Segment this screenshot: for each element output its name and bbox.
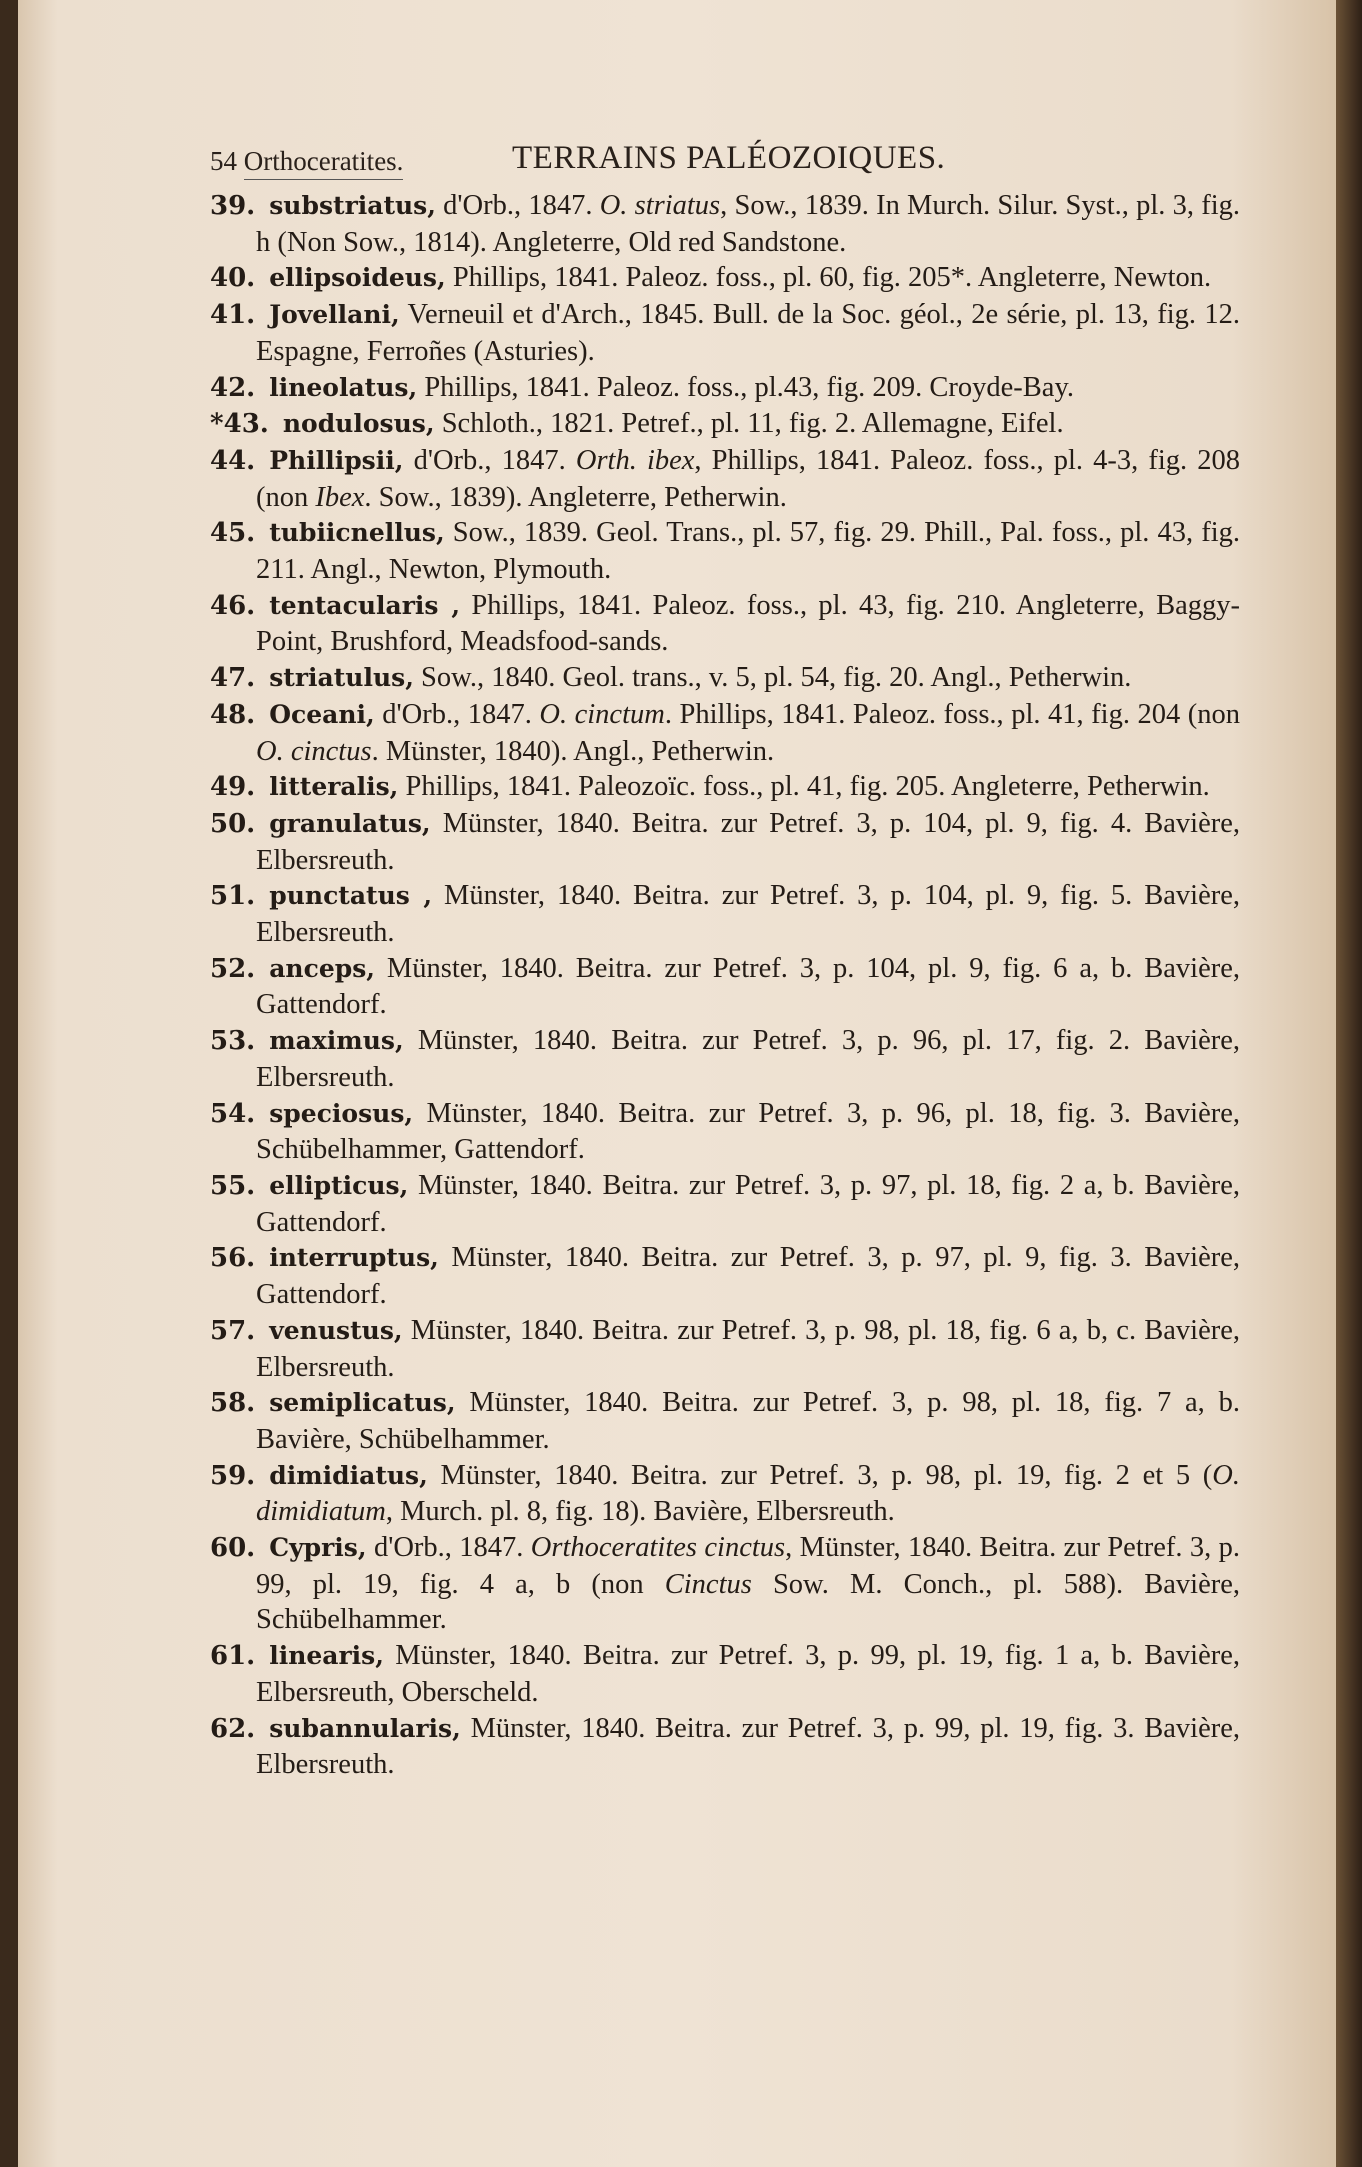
entry-number: 41. <box>210 300 256 331</box>
italic-citation: Orth. ibex <box>575 444 695 476</box>
entry-number: *43. <box>210 409 269 440</box>
entry-number: 59. <box>210 1460 256 1491</box>
entry-number: 60. <box>210 1533 256 1564</box>
entry-number: 45. <box>210 518 256 549</box>
list-item <box>210 1711 1240 1783</box>
list-item <box>210 1530 1240 1638</box>
entry-number: 44. <box>210 445 256 476</box>
entry-text: d'Orb., 1847. <box>366 1532 531 1564</box>
italic-citation: Ibex <box>315 481 365 513</box>
entry-text: Phillips, 1841. Paleoz. foss., pl.43, fig. 209. Croyde-Bay. <box>417 371 1074 403</box>
entry-number: 50. <box>210 808 256 839</box>
italic-citation: Orthoceratites cinctus <box>530 1532 786 1564</box>
entry-number: 55. <box>210 1170 256 1201</box>
italic-citation: O. striatus <box>599 190 721 221</box>
entry-text: d'Orb., 1847. <box>403 444 576 476</box>
species-name: dimidiatus, <box>269 1460 428 1490</box>
list-item <box>210 951 1240 1023</box>
species-name: punctatus , <box>269 881 433 911</box>
section-name: Orthoceratites. <box>244 146 404 180</box>
species-name: litteralis, <box>269 772 399 802</box>
species-name: anceps, <box>269 953 375 983</box>
entry-number: 56. <box>210 1243 256 1274</box>
species-name: tentacularis , <box>269 590 461 620</box>
entry-text: . Sow., 1839). Angleterre, Petherwin. <box>364 481 787 513</box>
list-item <box>210 1240 1240 1312</box>
entry-number: 61. <box>210 1641 256 1672</box>
entry-number: 40. <box>210 263 256 294</box>
species-name: tubiicnellus, <box>269 518 445 548</box>
italic-citation: Cinctus <box>664 1568 752 1600</box>
species-name: maximus, <box>269 1026 404 1056</box>
entry-number: 51. <box>210 881 256 912</box>
species-name: ellipticus, <box>269 1170 409 1200</box>
entry-text: Münster, 1840. Beitra. zur Petref. 3, p. 98, pl. 18, fig. 7 a, b. Bavière, Schübelhammer. <box>256 1387 1240 1455</box>
entry-text: . Phillips, 1841. Paleoz. foss., pl. 41, fig. 204 (non <box>664 698 1240 730</box>
list-item <box>210 1313 1240 1385</box>
entry-text: . Münster, 1840). Angl., Petherwin. <box>371 735 775 767</box>
book-edge <box>1336 0 1362 2167</box>
entry-number: 57. <box>210 1315 256 1346</box>
species-list <box>210 188 1240 1783</box>
italic-citation: O. cinctus <box>256 735 372 767</box>
entry-text: Münster, 1840. Beitra. zur Petref. 3, p. 98, pl. 19, fig. 2 et 5 ( <box>427 1459 1213 1491</box>
species-name: semiplicatus, <box>269 1388 456 1418</box>
entry-text: Phillips, 1841. Paleoz. foss., pl. 43, fig. 210. Angleterre, Baggy-Point, Brushford, Meadsfood-sands. <box>256 589 1240 658</box>
species-name: venustus, <box>269 1315 403 1345</box>
entry-text: Münster, 1840. Beitra. zur Petref. 3, p. 96, pl. 17, fig. 2. Bavière, Elbersreuth. <box>256 1025 1240 1093</box>
entry-text: , Murch. pl. 8, fig. 18). Bavière, Elbersreuth. <box>385 1496 895 1528</box>
list-item <box>210 769 1240 806</box>
species-name: Cypris, <box>269 1533 367 1563</box>
species-name: Oceani, <box>269 699 375 729</box>
entry-number: 47. <box>210 663 256 694</box>
entry-text: Münster, 1840. Beitra. zur Petref. 3, p. 99, pl. 19, fig. 1 a, b. Bavière, Elbersreuth, Oberscheld. <box>256 1640 1240 1708</box>
list-item <box>210 1168 1240 1240</box>
entry-number: 53. <box>210 1026 256 1057</box>
species-name: Jovellani, <box>269 300 400 330</box>
species-name: substriatus, <box>269 191 436 220</box>
page-number: 54 <box>210 146 237 176</box>
entry-text: Phillips, 1841. Paleoz. foss., pl. 60, fig. 205*. Angleterre, Newton. <box>445 262 1212 294</box>
entry-text: Münster, 1840. Beitra. zur Petref. 3, p. 104, pl. 9, fig. 4. Bavière, Elbersreuth. <box>256 807 1240 876</box>
page-header-left <box>210 146 403 180</box>
entry-text: Phillips, 1841. Paleozoïc. foss., pl. 41, fig. 205. Angleterre, Petherwin. <box>398 771 1210 803</box>
italic-citation: O. dimidiatum <box>256 1459 1240 1528</box>
entry-text: , Phillips, 1841. Paleoz. foss., pl. 4-3, fig. 208 (non <box>256 444 1240 513</box>
entry-text: Münster, 1840. Beitra. zur Petref. 3, p. 96, pl. 18, fig. 3. Bavière, Schübelhammer, Gattendorf. <box>256 1097 1240 1166</box>
entry-text: , Münster, 1840. Beitra. zur Petref. 3, p. 99, pl. 19, fig. 4 a, b (non <box>256 1532 1240 1600</box>
entry-number: 48. <box>210 699 256 730</box>
list-item <box>210 588 1240 660</box>
species-name: ellipsoideus, <box>269 263 446 293</box>
entry-text: d'Orb., 1847. <box>435 190 600 221</box>
entry-text: Sow. M. Conch., pl. 588). Bavière, Schübelhammer. <box>256 1568 1241 1636</box>
entry-number: 49. <box>210 772 256 803</box>
species-name: linearis, <box>269 1641 384 1671</box>
list-item <box>210 443 1240 515</box>
entry-number: 54. <box>210 1098 256 1129</box>
entry-text: d'Orb., 1847. <box>374 698 540 730</box>
list-item <box>210 515 1240 587</box>
entry-number: 52. <box>210 953 256 984</box>
entry-number: 42. <box>210 372 256 403</box>
entry-text: , Sow., 1839. In Murch. Silur. Syst., pl. 3, fig. h (Non Sow., 1814). Angleterre, Old red Sandstone. <box>256 190 1240 258</box>
species-name: nodulosus, <box>282 409 435 439</box>
entry-number: 39. <box>210 191 256 221</box>
list-item <box>210 660 1240 697</box>
entry-text: Münster, 1840. Beitra. zur Petref. 3, p. 97, pl. 18, fig. 2 a, b. Bavière, Gattendorf. <box>256 1169 1240 1238</box>
entry-number: 62. <box>210 1713 256 1744</box>
list-item <box>210 1023 1240 1095</box>
page-title: TERRAINS PALÉOZOIQUES. <box>512 140 946 176</box>
entry-text: Sow., 1839. Geol. Trans., pl. 57, fig. 29. Phill., Pal. foss., pl. 43, fig. 211. Angl., Newton, Plymouth. <box>256 517 1240 586</box>
list-item <box>210 297 1240 369</box>
list-item <box>210 406 1240 443</box>
list-item <box>210 697 1240 769</box>
list-item <box>210 878 1240 950</box>
list-item <box>210 806 1240 878</box>
list-item <box>210 188 1240 260</box>
species-name: lineolatus, <box>269 372 418 402</box>
entry-text: Münster, 1840. Beitra. zur Petref. 3, p. 98, pl. 18, fig. 6 a, b, c. Bavière, Elbersreuth. <box>256 1314 1240 1383</box>
entry-text: Verneuil et d'Arch., 1845. Bull. de la Soc. géol., 2e série, pl. 13, fig. 12. Espagne, Ferroñes (Asturies). <box>256 299 1240 367</box>
list-item <box>210 1458 1240 1530</box>
list-item <box>210 260 1240 297</box>
entry-number: 46. <box>210 590 256 621</box>
species-name: striatulus, <box>269 663 414 693</box>
species-name: subannularis, <box>269 1713 461 1743</box>
list-item <box>210 1385 1240 1457</box>
entry-text: Münster, 1840. Beitra. zur Petref. 3, p. 97, pl. 9, fig. 3. Bavière, Gattendorf. <box>256 1242 1240 1311</box>
entry-text: Sow., 1840. Geol. trans., v. 5, pl. 54, fig. 20. Angl., Petherwin. <box>413 662 1132 694</box>
species-name: interruptus, <box>269 1243 439 1273</box>
entry-text: Münster, 1840. Beitra. zur Petref. 3, p. 104, pl. 9, fig. 6 a, b. Bavière, Gattendorf. <box>256 952 1240 1021</box>
entry-text: Münster, 1840. Beitra. zur Petref. 3, p. 99, pl. 19, fig. 3. Bavière, Elbersreuth. <box>256 1712 1240 1781</box>
list-item <box>210 1638 1240 1710</box>
book-page <box>18 0 1336 2167</box>
list-item <box>210 370 1240 407</box>
entry-number: 58. <box>210 1388 256 1419</box>
entry-text: Münster, 1840. Beitra. zur Petref. 3, p. 104, pl. 9, fig. 5. Bavière, Elbersreuth. <box>256 880 1241 949</box>
italic-citation: O. cinctum <box>539 698 665 730</box>
species-name: Phillipsii, <box>269 445 404 475</box>
species-name: speciosus, <box>269 1098 414 1128</box>
species-name: granulatus, <box>269 808 431 838</box>
list-item <box>210 1096 1240 1168</box>
entry-text: Schloth., 1821. Petref., pl. 11, fig. 2. Allemagne, Eifel. <box>434 408 1064 440</box>
